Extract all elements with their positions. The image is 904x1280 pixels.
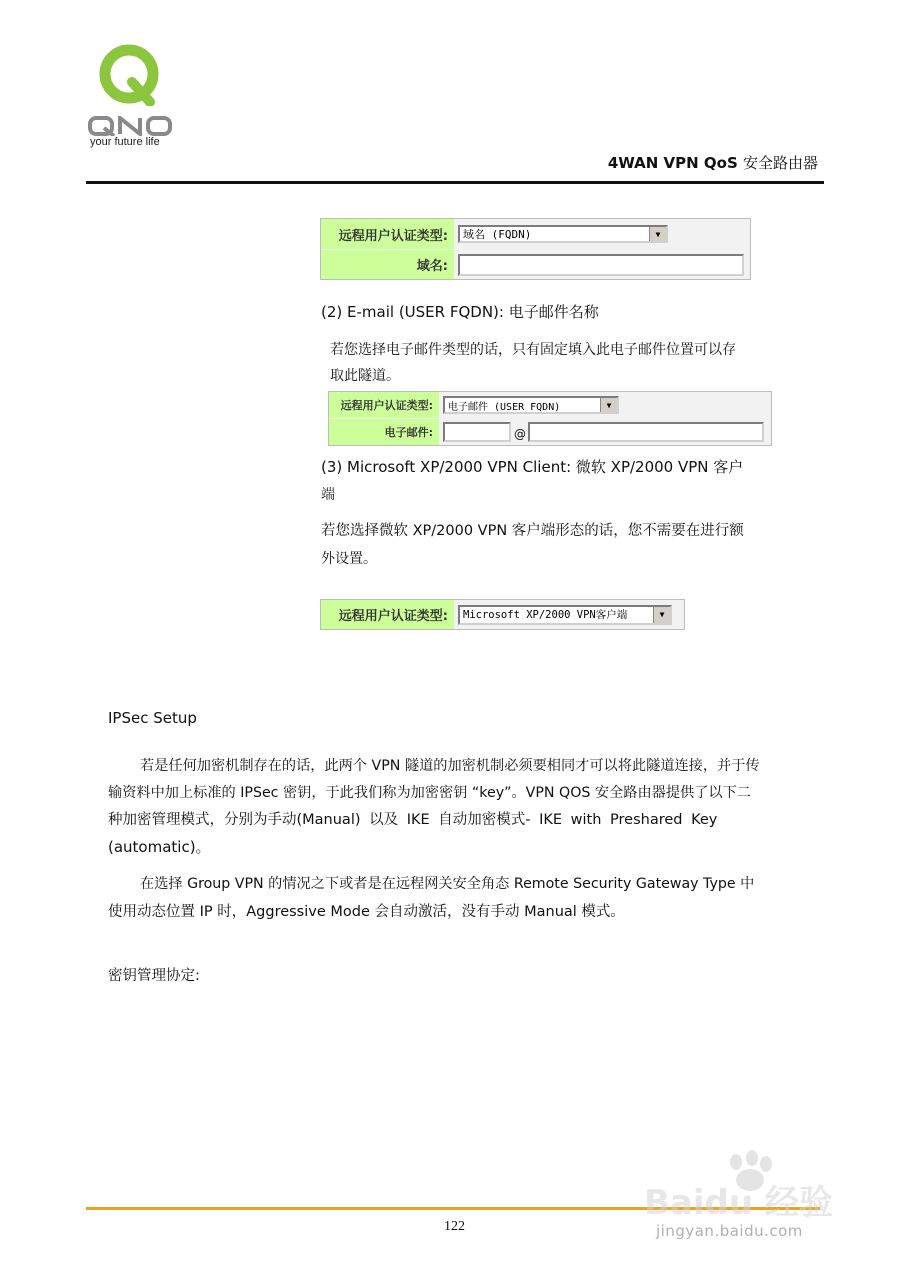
ipsec-p1-line3: 种加密管理模式，分别为手动(Manual) 以及 IKE 自动加密模式- IKE with Preshared Key [108, 812, 718, 828]
auth-type-select[interactable] [443, 396, 619, 414]
qno-logo-icon [98, 44, 160, 106]
watermark-brand: Baidu 经验 [644, 1183, 833, 1223]
auth-type-label: 远程用户认证类型: [329, 392, 439, 418]
ipsec-p1-line4: (automatic)。 [108, 838, 211, 856]
ms-desc-line1: 若您选择微软 XP/2000 VPN 客户端形态的话，您不需要在进行额 [321, 523, 744, 539]
auth-type-select[interactable] [458, 605, 672, 625]
auth-type-value: 电子邮件 (USER FQDN) [448, 401, 561, 413]
auth-type-label: 远程用户认证类型: [321, 600, 454, 629]
dropdown-arrow-icon[interactable]: ▼ [653, 607, 670, 623]
ms-heading-line2: 端 [321, 487, 335, 503]
domain-input[interactable] [458, 254, 744, 276]
ms-heading-line1: (3) Microsoft XP/2000 VPN Client: 微软 XP/2000 VPN 客户 [321, 458, 744, 476]
domain-label: 域名: [321, 250, 454, 279]
email-heading: (2) E-mail (USER FQDN): 电子邮件名称 [321, 303, 599, 321]
auth-type-value: Microsoft XP/2000 VPN客户端 [463, 609, 628, 621]
auth-type-value: 域名 (FQDN) [463, 228, 532, 241]
ipsec-p1-line1: 若是任何加密机制存在的话，此两个 VPN 隧道的加密机制必须要相同才可以将此隧道连接，并于传 [140, 758, 760, 774]
fqdn-form [320, 218, 751, 280]
email-user-input[interactable] [443, 422, 511, 442]
ipsec-p2-line1: 在选择 Group VPN 的情况之下或者是在远程网关安全角态 Remote Security Gateway Type 中 [140, 876, 755, 892]
email-label: 电子邮件: [329, 419, 439, 445]
email-form [328, 391, 772, 446]
dropdown-arrow-icon[interactable]: ▼ [600, 398, 617, 412]
email-domain-input[interactable] [528, 422, 764, 442]
at-sign: @ [514, 427, 526, 441]
watermark-url: jingyan.baidu.com [656, 1222, 803, 1240]
header-rule [86, 181, 824, 184]
ipsec-p1-line2: 输资料中加上标准的 IPSec 密钥，于此我们称为加密密钥 “key”。VPN QOS 安全路由器提供了以下二 [108, 785, 751, 801]
document-title-zh: 安全路由器 [742, 154, 818, 172]
email-desc-line2: 取此隧道。 [330, 368, 400, 384]
ipsec-title: IPSec Setup [108, 709, 197, 727]
key-management-label: 密钥管理协定: [108, 968, 200, 984]
page-number: 122 [444, 1219, 465, 1234]
document-title-en: 4WAN VPN QoS [607, 154, 738, 172]
auth-type-select[interactable] [458, 225, 668, 243]
document-title [608, 152, 818, 173]
ipsec-p2-line2: 使用动态位置 IP 时，Aggressive Mode 会自动激活，没有手动 Manual 模式。 [108, 904, 625, 920]
ms-desc-line2: 外设置。 [321, 551, 377, 567]
email-desc-line1: 若您选择电子邮件类型的话，只有固定填入此电子邮件位置可以存 [330, 342, 736, 358]
dropdown-arrow-icon[interactable]: ▼ [649, 227, 666, 241]
qno-logo-wordmark [88, 116, 174, 136]
auth-type-label: 远程用户认证类型: [321, 219, 454, 249]
logo-tagline: your future life [90, 136, 160, 148]
ms-client-form [320, 599, 685, 630]
